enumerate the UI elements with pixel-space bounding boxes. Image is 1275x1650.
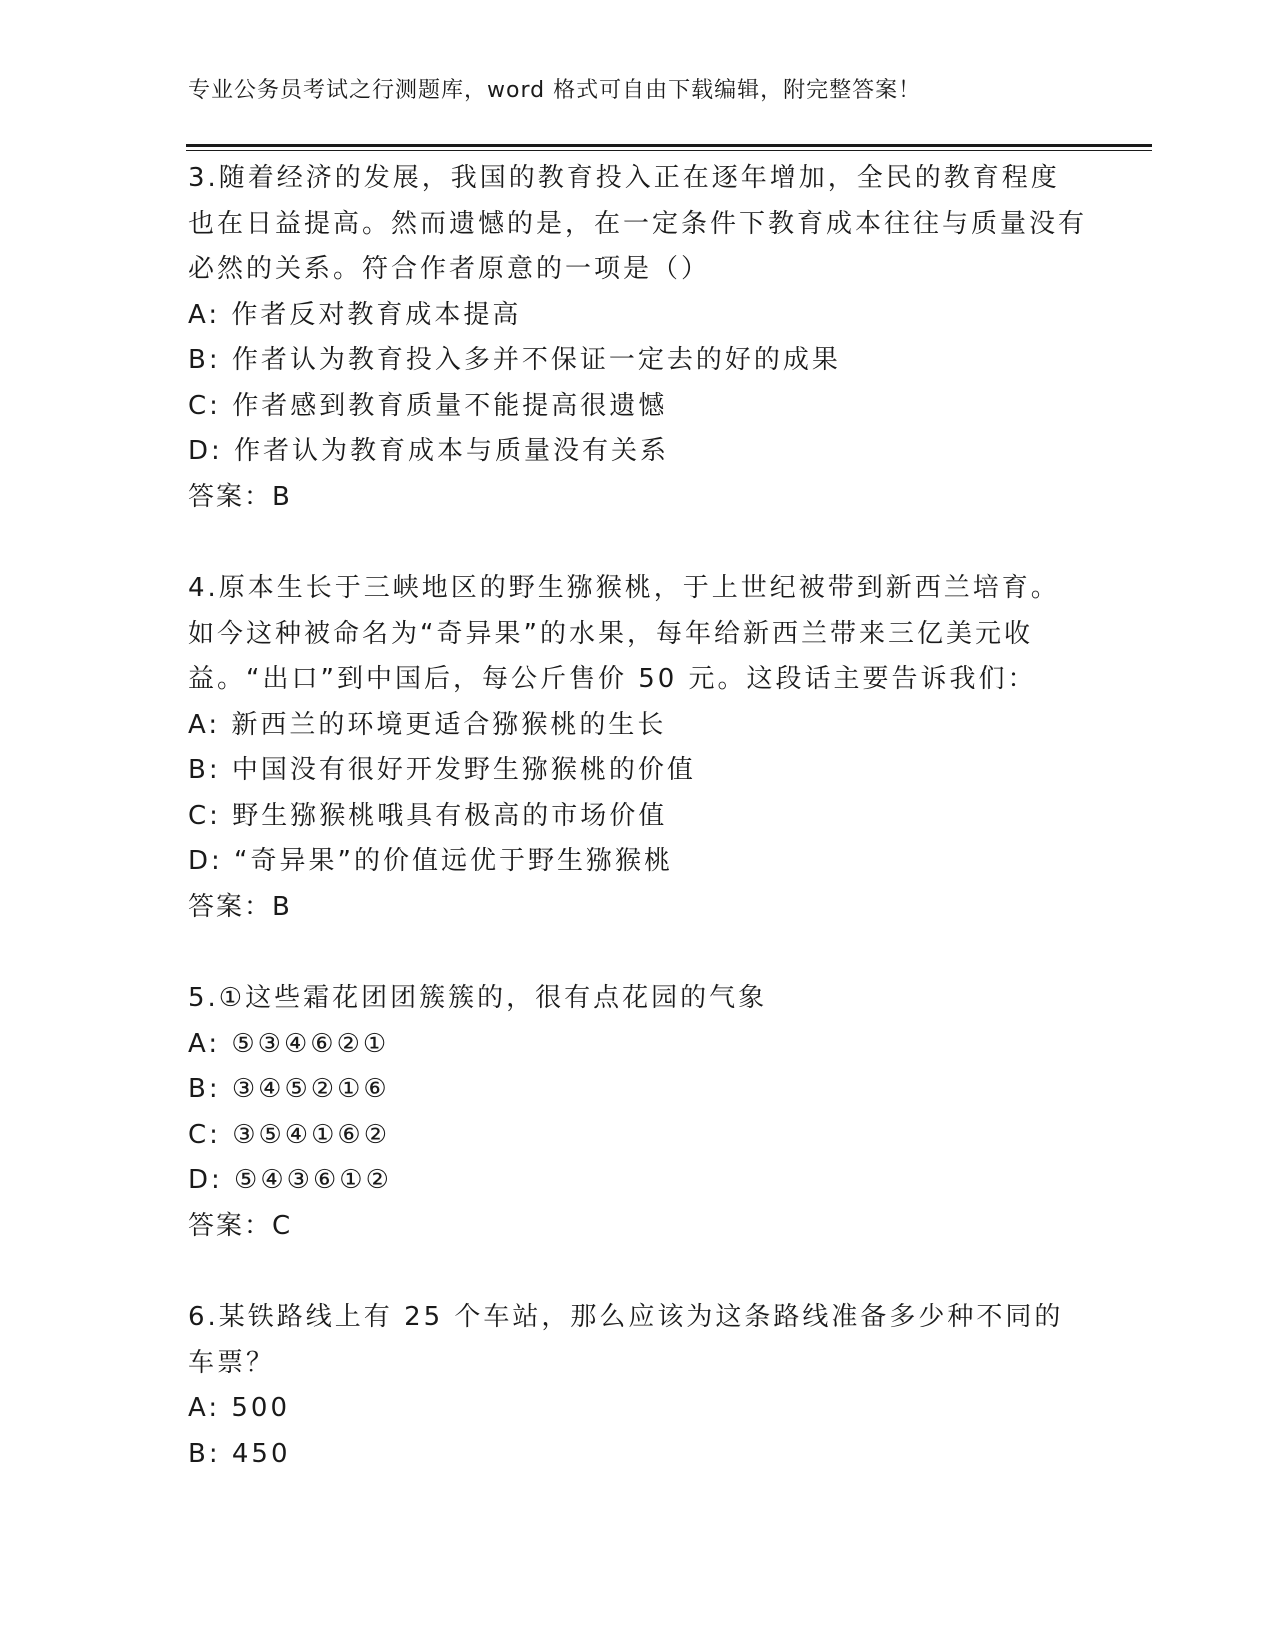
option-key: A: bbox=[188, 1393, 221, 1423]
option-a bbox=[188, 1022, 1088, 1068]
option-key: D: bbox=[188, 1165, 223, 1195]
option-c bbox=[188, 1113, 1088, 1159]
option-text: ⑤④③⑥①② bbox=[234, 1165, 392, 1195]
option-text: 中国没有很好开发野生猕猴桃的价值 bbox=[231, 755, 696, 785]
option-key: C: bbox=[188, 800, 221, 831]
option-text: 新西兰的环境更适合猕猴桃的生长 bbox=[231, 709, 667, 740]
option-key: B: bbox=[188, 755, 221, 785]
question-4 bbox=[188, 566, 1088, 930]
option-b bbox=[188, 1432, 1088, 1478]
question-text: 5.①这些霜花团团簇簇的，很有点花园的气象 bbox=[188, 983, 768, 1013]
question-text: 4.原本生长于三峡地区的野生猕猴桃，于上世纪被带到新西兰培育。如今这种被命名为“奇异果”的水果，每年给新西兰带来三亿美元收益。“出口”到中国后，每公斤售价 50 元。这段话主要告诉我们： bbox=[188, 573, 1060, 694]
header-rule-thin bbox=[186, 150, 1152, 151]
option-text: “奇异果”的价值远优于野生猕猴桃 bbox=[234, 846, 673, 876]
option-key: D: bbox=[188, 436, 223, 466]
option-text: 500 bbox=[231, 1393, 290, 1423]
option-text: 作者反对教育成本提高 bbox=[231, 299, 522, 330]
option-key: A: bbox=[188, 299, 221, 330]
option-text: ⑤③④⑥②① bbox=[231, 1028, 390, 1059]
option-text: 作者感到教育质量不能提高很遗憾 bbox=[232, 390, 668, 421]
option-d bbox=[188, 839, 1088, 885]
option-b bbox=[188, 1067, 1088, 1113]
option-d bbox=[188, 1158, 1088, 1204]
option-text: 作者认为教育成本与质量没有关系 bbox=[234, 436, 670, 466]
question-6 bbox=[188, 1295, 1088, 1477]
question-text: 3.随着经济的发展，我国的教育投入正在逐年增加，全民的教育程度也在日益提高。然而遗憾的是，在一定条件下教育成本往往与质量没有必然的关系。符合作者原意的一项是（） bbox=[188, 163, 1088, 284]
option-key: D: bbox=[188, 846, 223, 876]
option-key: A: bbox=[188, 709, 221, 740]
option-key: C: bbox=[188, 1119, 221, 1150]
option-a bbox=[188, 1386, 1088, 1432]
option-key: A: bbox=[188, 1028, 221, 1059]
option-key: B: bbox=[188, 1438, 221, 1469]
option-c bbox=[188, 384, 1088, 430]
option-a bbox=[188, 703, 1088, 749]
question-text: 6.某铁路线上有 25 个车站，那么应该为这条路线准备多少种不同的车票？ bbox=[188, 1302, 1064, 1378]
option-b bbox=[188, 338, 1088, 384]
option-key: B: bbox=[188, 1074, 221, 1104]
question-5 bbox=[188, 976, 1088, 1249]
option-text: ③④⑤②①⑥ bbox=[231, 1074, 390, 1104]
page-header: 专业公务员考试之行测题库，word 格式可自由下载编辑，附完整答案！ bbox=[188, 78, 922, 103]
option-text: 450 bbox=[231, 1438, 291, 1469]
option-text: 作者认为教育投入多并不保证一定去的好的成果 bbox=[231, 345, 841, 375]
option-a bbox=[188, 293, 1088, 339]
header-rule-thick bbox=[186, 144, 1152, 147]
question-3 bbox=[188, 156, 1088, 520]
option-b bbox=[188, 748, 1088, 794]
option-d bbox=[188, 429, 1088, 475]
question-list bbox=[188, 156, 1088, 1523]
option-text: 野生猕猴桃哦具有极高的市场价值 bbox=[232, 800, 668, 831]
answer-label: 答案：B bbox=[188, 891, 292, 922]
option-text: ③⑤④①⑥② bbox=[232, 1119, 391, 1150]
option-c bbox=[188, 794, 1088, 840]
answer-label: 答案：B bbox=[188, 481, 292, 512]
option-key: C: bbox=[188, 390, 221, 421]
answer-label: 答案：C bbox=[188, 1210, 293, 1241]
option-key: B: bbox=[188, 345, 221, 375]
